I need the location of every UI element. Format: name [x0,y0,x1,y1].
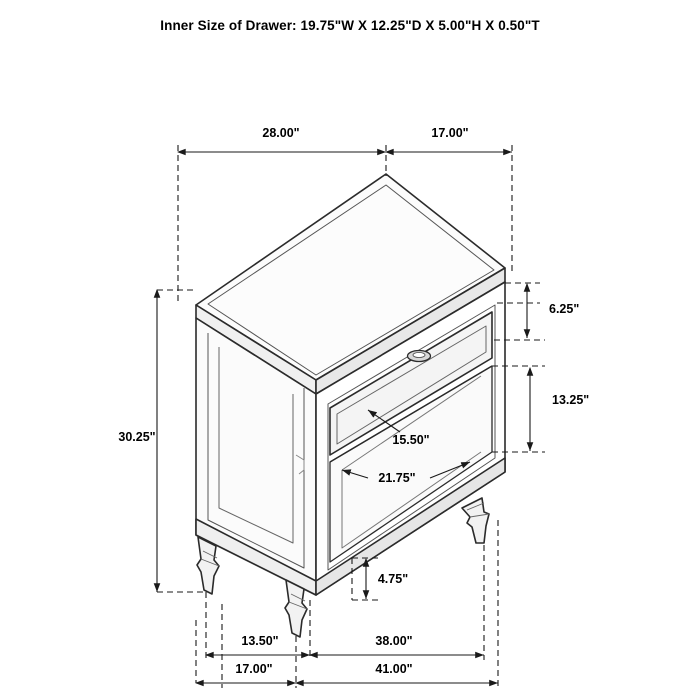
drawer-pull-icon [408,351,431,362]
dim-base-depth: 17.00" [235,662,273,676]
dim-leg-height: 4.75" [377,572,409,586]
dim-top-right-width: 17.00" [431,126,469,140]
dim-base-width: 41.00" [375,662,413,676]
dim-top-left-width: 28.00" [262,126,300,140]
dim-drawer-to-shelf: 13.25" [552,393,590,407]
front-center-leg [285,580,307,637]
front-left-leg [197,537,219,594]
dim-inner-width: 15.50" [392,433,430,447]
dim-foot-depth: 13.50" [241,634,279,648]
dim-inner-depth: 21.75" [378,471,416,485]
page-title: Inner Size of Drawer: 19.75"W X 12.25"D X 5.00"H X 0.50"T [160,18,540,33]
dim-overall-height: 30.25" [118,430,156,444]
nightstand-illustration [196,174,505,637]
right-leg [462,498,489,543]
dim-top-to-drawer: 6.25" [549,302,580,316]
dim-foot-width: 38.00" [375,634,413,648]
